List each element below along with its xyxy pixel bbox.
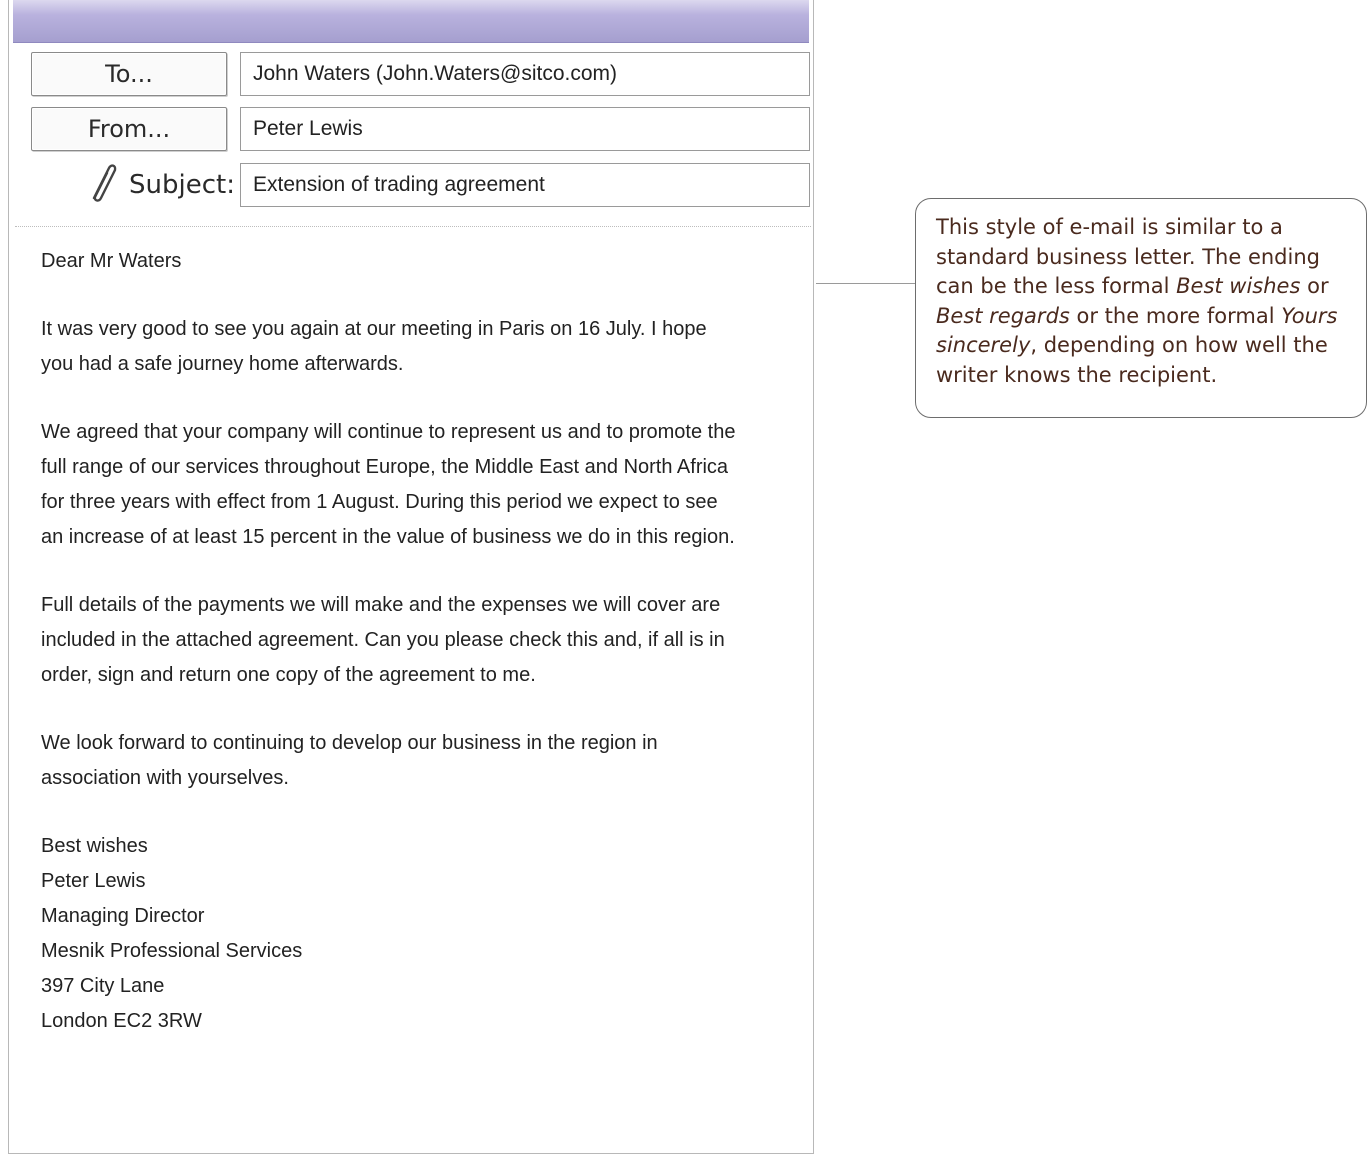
email-body[interactable] [41, 244, 741, 1039]
callout-text: , depending on how well the writer knows the recipient. [936, 333, 1328, 387]
from-field[interactable]: Peter Lewis [240, 107, 810, 151]
callout-emphasis: Best wishes [1176, 274, 1301, 298]
signature-name: Peter Lewis [41, 870, 146, 892]
email-window [8, 0, 814, 1154]
paperclip-icon[interactable] [85, 160, 119, 211]
callout-connector-line [816, 283, 916, 284]
signature-closing: Best wishes [41, 835, 148, 857]
title-bar [13, 0, 809, 43]
callout-text: or the more formal [1069, 303, 1282, 328]
body-paragraph: We look forward to continuing to develop our business in the region in association with yourselves. [41, 732, 658, 789]
salutation: Dear Mr Waters [41, 250, 182, 272]
to-field[interactable]: John Waters (John.Waters@sitco.com) [240, 52, 810, 96]
body-paragraph: Full details of the payments we will make and the expenses we will cover are included in the attached agreement. Can you please check this and, if all is in order, sign and return one copy of the agreement to me. [41, 594, 725, 686]
body-paragraph: We agreed that your company will continue to represent us and to promote the full range of our services throughout Europe, the Middle East and North Africa for three years with effect from 1 August. During this period we expect to see an increase of at least 15 percent in the value of business we do in this region. [41, 421, 736, 548]
signature-address: 397 City Lane [41, 975, 165, 997]
signature-company: Mesnik Professional Services [41, 940, 303, 962]
to-button[interactable]: To... [31, 52, 227, 96]
body-paragraph: It was very good to see you again at our meeting in Paris on 16 July. I hope you had a safe journey home afterwards. [41, 318, 707, 375]
callout-emphasis: Yours sincerely [936, 303, 1338, 357]
subject-field[interactable]: Extension of trading agreement [240, 163, 810, 207]
subject-label-group [69, 162, 235, 208]
from-button[interactable]: From... [31, 107, 227, 151]
callout-text: This style of e-mail is similar to a standard business letter. The ending can be the less formal [936, 215, 1320, 298]
signature-title: Managing Director [41, 905, 205, 927]
signature-city: London EC2 3RW [41, 1010, 202, 1032]
callout-emphasis: Best regards [936, 303, 1070, 328]
annotation-callout [915, 198, 1367, 418]
header-divider [15, 226, 811, 227]
callout-text: or [1300, 274, 1329, 298]
subject-label: Subject: [129, 170, 235, 200]
